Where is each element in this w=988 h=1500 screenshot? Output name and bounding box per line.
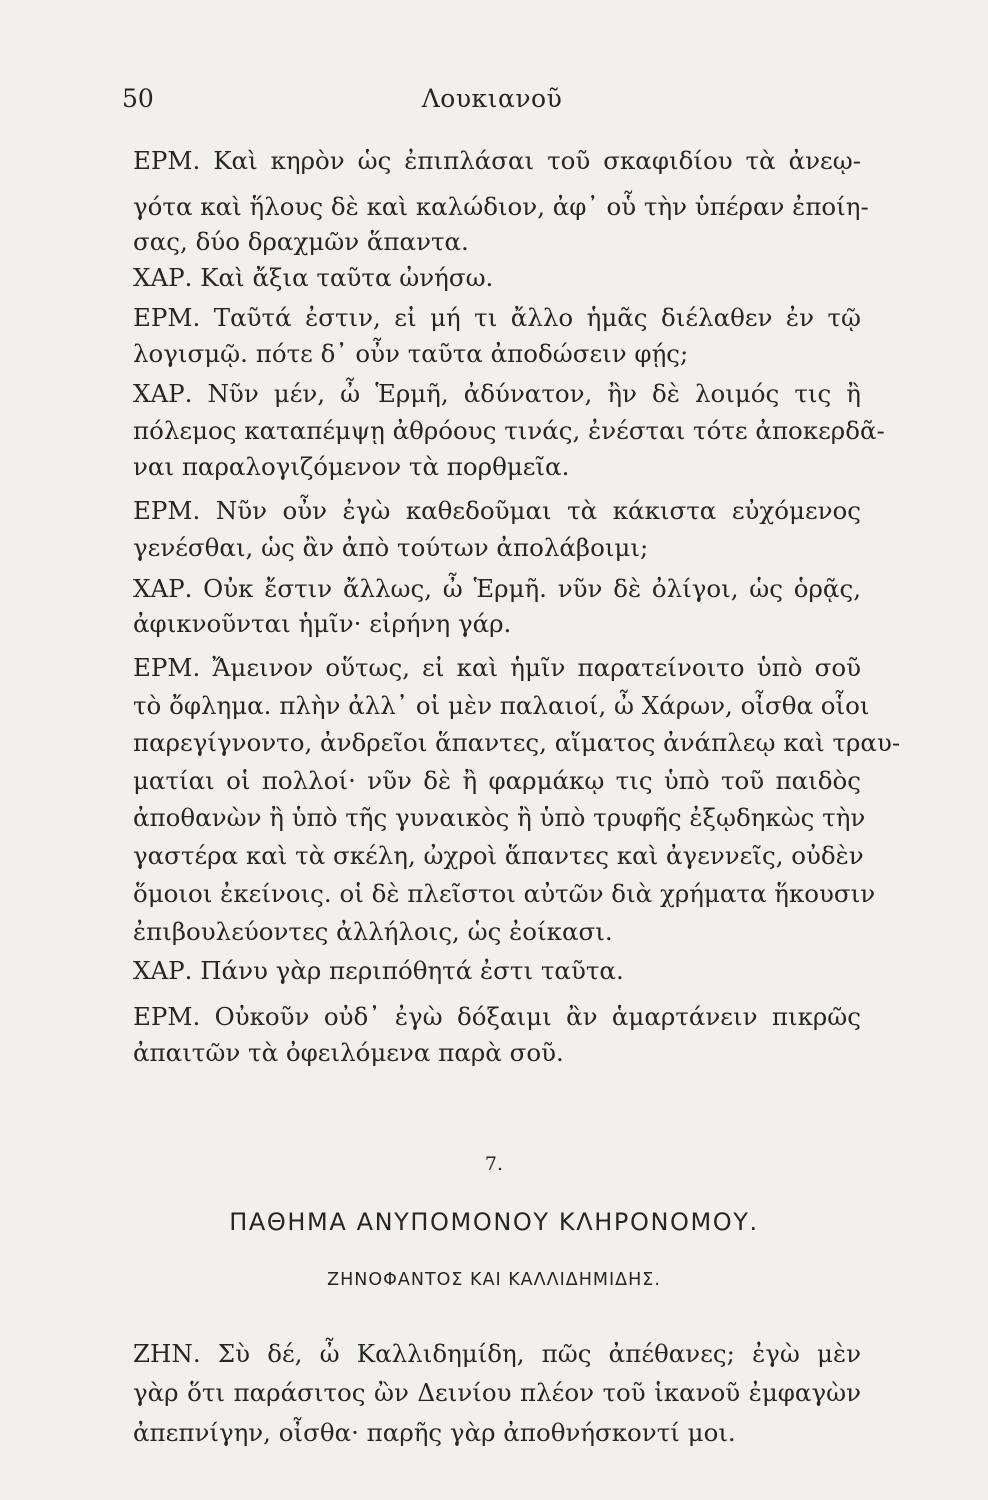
text-line: ΕΡΜ. Ἄμεινον οὕτως, εἰ καὶ ἡμῖν παρατείνοιτο ὑπὸ σοῦ <box>133 653 861 682</box>
text-line: ἀποθανὼν ἢ ὑπὸ τῆς γυναικὸς ἢ ὑπὸ τρυφῆς ἐξῳδηκὼς τὴν <box>133 803 866 832</box>
text-line: ΧΑΡ. Πάνυ γὰρ περιπόθητά ἐστι ταῦτα. <box>133 956 624 985</box>
running-head: Λουκιανοῦ <box>421 84 563 113</box>
text-line: ΧΑΡ. Καὶ ἄξια ταῦτα ὠνήσω. <box>133 263 494 292</box>
text-line: ΕΡΜ. Ταῦτά ἐστιν, εἰ μή τι ἄλλο ἡμᾶς διέλαθεν ἐν τῷ <box>133 303 861 332</box>
section-number: 7. <box>484 1153 504 1175</box>
page-number: 50 <box>122 84 154 113</box>
text-line: ΕΡΜ. Νῦν οὖν ἐγὼ καθεδοῦμαι τὰ κάκιστα εὐχόμενος <box>133 496 861 525</box>
text-line: παρεγίγνοντο, ἀνδρεῖοι ἅπαντες, αἵματος ἀνάπλεῳ καὶ τραυ- <box>133 728 901 757</box>
text-line: ἐπιβουλεύοντες ἀλλήλοις, ὡς ἐοίκασι. <box>133 917 613 946</box>
text-line: ματίαι οἱ πολλοί· νῦν δὲ ἢ φαρμάκῳ τις ὑπὸ τοῦ παιδὸς <box>133 766 861 795</box>
text-line: ὅμοιοι ἐκείνοις. οἱ δὲ πλεῖστοι αὐτῶν διὰ χρήματα ἥκουσιν <box>133 879 876 908</box>
section-title: ΠΑΘΗΜΑ ΑΝΥΠΟΜΟΝΟΥ ΚΛΗΡΟΝΟΜΟΥ. <box>229 1208 759 1236</box>
text-line: ΕΡΜ. Οὐκοῦν οὐδ᾽ ἐγὼ δόξαιμι ἂν ἁμαρτάνειν πικρῶς <box>133 1002 861 1031</box>
text-line: ΕΡΜ. Καὶ κηρὸν ὡς ἐπιπλάσαι τοῦ σκαφιδίου τὰ ἀνεῳ- <box>133 146 861 175</box>
text-line: ἀπαιτῶν τὰ ὀφειλόμενα παρὰ σοῦ. <box>133 1038 564 1067</box>
text-line: ναι παραλογιζόμενον τὰ πορθμεῖα. <box>133 452 570 481</box>
section-subtitle: ΖΗΝΟΦΑΝΤΟΣ ΚΑΙ ΚΑΛΛΙΔΗΜΙΔΗΣ. <box>327 1270 661 1290</box>
text-line: γαστέρα καὶ τὰ σκέλη, ὠχροὶ ἅπαντες καὶ ἀγεννεῖς, οὐδὲν <box>133 841 864 870</box>
text-line: ἀπεπνίγην, οἶσθα· παρῆς γὰρ ἀποθνήσκοντί μοι. <box>133 1418 736 1447</box>
text-line: γενέσθαι, ὡς ἂν ἀπὸ τούτων ἀπολάβοιμι; <box>133 533 649 562</box>
text-line: ἀφικνοῦνται ἡμῖν· εἰρήνη γάρ. <box>133 609 512 638</box>
text-line: τὸ ὄφλημα. πλὴν ἀλλ᾽ οἱ μὲν παλαιοί, ὦ Χάρων, οἶσθα οἷοι <box>133 691 870 720</box>
text-line: λογισμῷ. πότε δ᾽ οὖν ταῦτα ἀποδώσειν φῄς; <box>133 339 689 368</box>
text-line: πόλεμος καταπέμψῃ ἀθρόους τινάς, ἐνέσται τότε ἀποκερδᾶ- <box>133 416 885 445</box>
text-line: ΖΗΝ. Σὺ δέ, ὦ Καλλιδημίδη, πῶς ἀπέθανες; ἐγὼ μὲν <box>133 1339 861 1368</box>
text-line: ΧΑΡ. Νῦν μέν, ὦ Ἑρμῆ, ἀδύνατον, ἢν δὲ λοιμός τις ἢ <box>133 379 861 408</box>
text-line: ΧΑΡ. Οὐκ ἔστιν ἄλλως, ὦ Ἑρμῆ. νῦν δὲ ὀλίγοι, ὡς ὁρᾷς, <box>133 574 861 603</box>
text-line: γὰρ ὅτι παράσιτος ὢν Δεινίου πλέον τοῦ ἱκανοῦ ἐμφαγὼν <box>133 1378 861 1407</box>
text-line: σας, δύο δραχμῶν ἅπαντα. <box>133 227 469 256</box>
text-line: γότα καὶ ἥλους δὲ καὶ καλώδιον, ἀφ᾽ οὗ τὴν ὑπέραν ἐποίη- <box>133 192 869 221</box>
page-header <box>122 84 862 124</box>
